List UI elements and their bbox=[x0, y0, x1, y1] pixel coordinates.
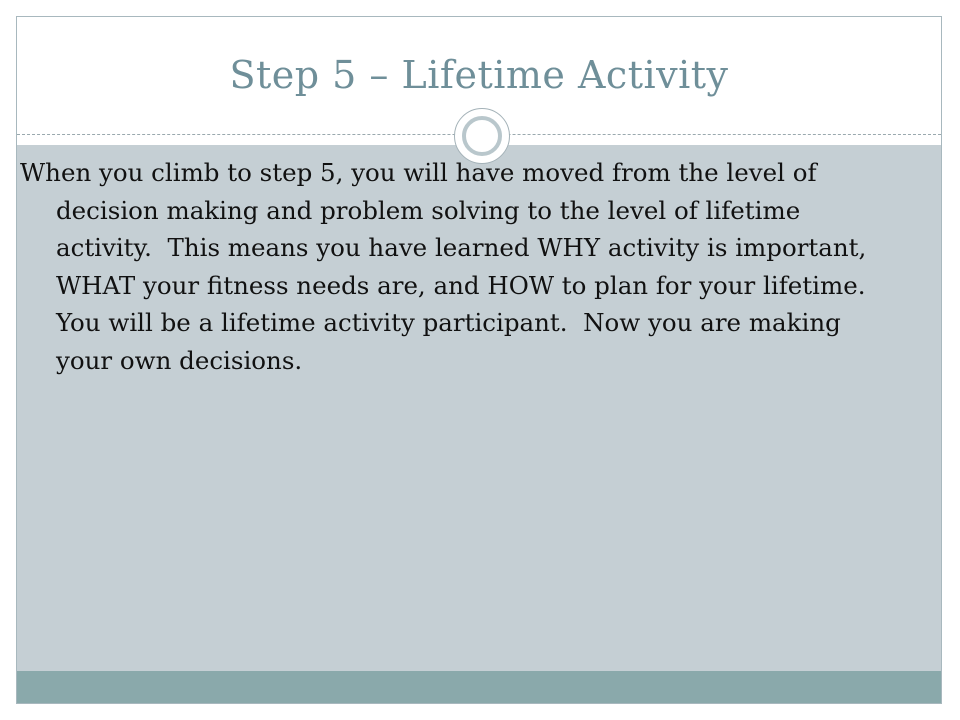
inner-ring bbox=[462, 116, 502, 156]
body-text: When you climb to step 5, you will have moved from the level of decision making and problem solving to the level of lifetime activity. This means you have learned WHY activity is important, WHAT your fitness needs are, and HOW to plan for your lifetime. You will be a lifetime activity participant. Now you are making your own decisions. bbox=[20, 158, 882, 375]
footer-bar bbox=[17, 671, 941, 704]
slide-title: Step 5 – Lifetime Activity bbox=[229, 53, 729, 97]
